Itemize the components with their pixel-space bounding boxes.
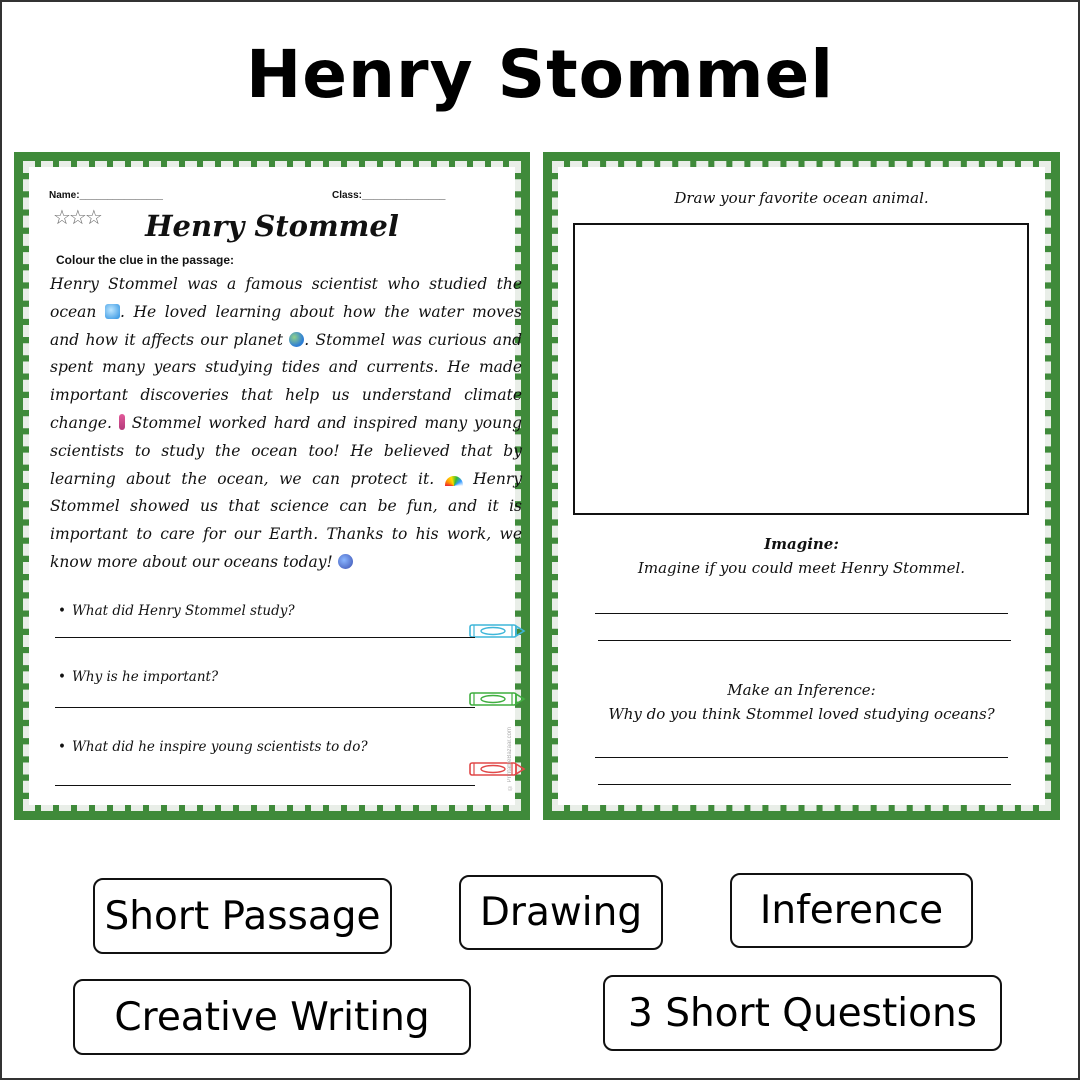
worksheet-title: Henry Stommel [145,209,399,243]
passage-text: Henry Stommel showed us that science can be fun, and it is important to care for our Earth. Thanks to his work, we know more about our oceans today! [50,469,522,571]
question-1: • What did Henry Stommel study? [58,603,295,619]
inference-prompt: Why do you think Stommel loved studying oceans? [608,705,995,723]
watermark: © PrintableBazaar.com [507,727,513,791]
tag-creative-writing: Creative Writing [73,979,471,1055]
passage-text: Henry Stommel was a famous scientist who studied the ocean [50,275,522,321]
question-3: • What did he inspire young scientists to do? [58,739,368,755]
globe-icon [338,554,353,569]
imagine-heading: Imagine: [764,535,839,553]
class-field-label: Class:_______________ [332,190,446,201]
writing-line[interactable] [595,613,1008,614]
worksheet-paper [558,167,1045,805]
passage-text: Stommel worked hard and inspired many young scientists to study the ocean too! He believed that by learning about the ocean, we can protect it. [50,413,522,488]
crayon-icon [466,623,526,639]
question-2: • Why is he important? [58,669,219,685]
instruction-text: Colour the clue in the passage: [56,253,235,267]
passage-text: . Stommel was curious and spent many years studying tides and currents. He made important discoveries that help us understand climate change. [50,330,522,432]
drawing-prompt: Draw your favorite ocean animal. [674,189,929,207]
reading-passage [50,271,522,577]
earth-icon [289,332,304,347]
rainbow-icon [445,476,463,486]
wave-icon [105,304,120,319]
inference-heading: Make an Inference: [727,681,876,699]
answer-line[interactable] [55,707,475,708]
answer-line[interactable] [55,785,475,786]
tag-drawing: Drawing [459,875,663,950]
product-title: Henry Stommel [246,36,834,113]
drawing-box[interactable] [573,223,1029,515]
passage-worksheet [14,152,530,820]
writing-line[interactable] [598,784,1011,785]
worksheet-paper [29,167,522,805]
tag-short-passage: Short Passage [93,878,392,954]
crayon-icon [466,691,526,707]
rating-stars: ☆☆☆ [53,207,101,229]
crayon-icon [466,761,526,777]
tag-three-short-questions: 3 Short Questions [603,975,1002,1051]
name-field-label: Name:_______________ [49,190,163,201]
drawing-worksheet [543,152,1060,820]
tag-inference: Inference [730,873,973,948]
imagine-prompt: Imagine if you could meet Henry Stommel. [637,559,966,577]
writing-line[interactable] [598,640,1011,641]
writing-line[interactable] [595,757,1008,758]
answer-line[interactable] [55,637,475,638]
passage-text: . He loved learning about how the water moves and how it affects our planet [50,302,522,349]
